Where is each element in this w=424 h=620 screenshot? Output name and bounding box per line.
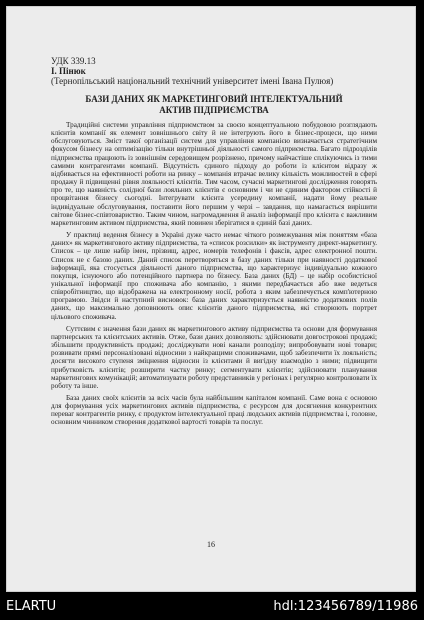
author-name: І. Пінюк (51, 66, 86, 76)
repository-footer (0, 594, 424, 620)
repository-label: ELARTU (6, 599, 57, 614)
article-content (51, 56, 377, 431)
paragraph-3: Суттєвим є значення бази даних як маркетингового активу підприємства та основи для формування партнерських та клієнтських активів. Отже, бази даних дозволяють: здійснювати довгострокові продажі; збільшити продуктивність продажі; досліджувати нові канали розподілу; випробовувати нові товари; розвивати прямі персоналізовані відносини з найкращими споживачами, щоб забезпечити їх лояльність; досягти високого ступеня зміцнення відносин із клієнтами й вигідну взаємодію з ними; підвищити прибутковість клієнтів; розширити частку ринку; сегментувати клієнтів; здійснювати планування маркетингових комунікацій; автоматизувати роботу представників у регіонах і регулярно контролювати їх роботу та інше. (51, 324, 377, 390)
page-number: 16 (207, 540, 215, 549)
handle-identifier: hdl:123456789/11986 (273, 599, 418, 614)
paragraph-4: База даних своїх клієнтів за всіх часів була найбільшим капіталом компанії. Саме вона є основою для формування усіх маркетингових активів підприємства, є ресурсом для досягнення конкурентних переваг контрагентів ринку, є продуктом інтелектуальної праці людських активів підприємства і, головне, основним чинником створення додаткової вартості товарів та послуг. (51, 394, 377, 427)
paragraph-1: Традиційні системи управління підприємством за своєю концептуальною побудовою розглядають клієнтів компанії як елемент зовнішнього світу й не інтегрують його в бізнес-процеси, що ними обслуговуються. Зміст такої організації систем для управління компанією визначається стратегічним фокусом бізнесу на оптимізацію тільки внутрішньої діяльності самого підприємства. Багато підрозділів підприємства працюють із зовнішнім середовищем розрізнено, причому найчастіше сплікуючись із тими самими контрагентами компанії. Відсутність єдиного підходу до роботи із клієнтом відразу ж відбивається на ефективності роботи на ринку – компанія втрачає велику кількість можливостей в сфері продажу й підвищенні рівня лояльності клієнтів. Тим часом, сучасні маркетингові дослідження говорять про те, що наявність солідної бази лояльних клієнтів є основним і чи не єдиним фактором стійкості й процвітання бізнесу сьогодні. Інтегрувати клієнта усередину компанії, надати йому реальне індивідуальне обслуговування, поставити його першим у черзі – завдання, що намагається вирішити світове бізнес-співтовариство. Таким чином, нагромадження й аналіз інформації про клієнта є важливим маркетинговим активом підприємства, який повинен зберігатися в єдиній базі даних. (51, 121, 377, 227)
paragraph-2: У практиці ведення бізнесу в Україні дуже часто немає чіткого розмежування між поняттям «база даних» як маркетингового активу підприємства, та «список розсилки» як інструменту директ-маркетингу. Список – це лише набір імен, прізвищ, адрес, номерів телефонів і факсів, адрес електронної пошти. Список не є базою даних. Даний список перетворяться в базу даних тільки при наявності додаткової інформації, яка стосується діяльності даного підприємства, що характеризує індивідуально кожного покупця, існуючого або потенційного партнера по бізнесу. База даних (БД) – це набір особистісної унікальної інформації про споживача або компанію, з якими передбачається або вже ведеться співробітництво, що відображена на електронному носії, робота з яким забезпечується комп'ютерною програмою. Звідси й наступний висновок: база даних характеризується наявністю додаткових полів даних, що максимально доповнюють опис клієнтів даного підприємства, які створюють портрет цільового споживача. (51, 231, 377, 321)
article-title-line-2: АКТИВ ПІДПРИЄМСТВА (159, 104, 269, 115)
udc-code: УДК 339.13 (51, 56, 96, 66)
article-title-line-1: БАЗИ ДАНИХ ЯК МАРКЕТИНГОВИЙ ІНТЕЛЕКТУАЛЬНИЙ (85, 94, 343, 104)
article-title (51, 94, 377, 115)
author-affiliation: (Тернопільський національний технічний університет імені Івана Пулюя) (51, 76, 334, 86)
document-page (6, 6, 416, 592)
